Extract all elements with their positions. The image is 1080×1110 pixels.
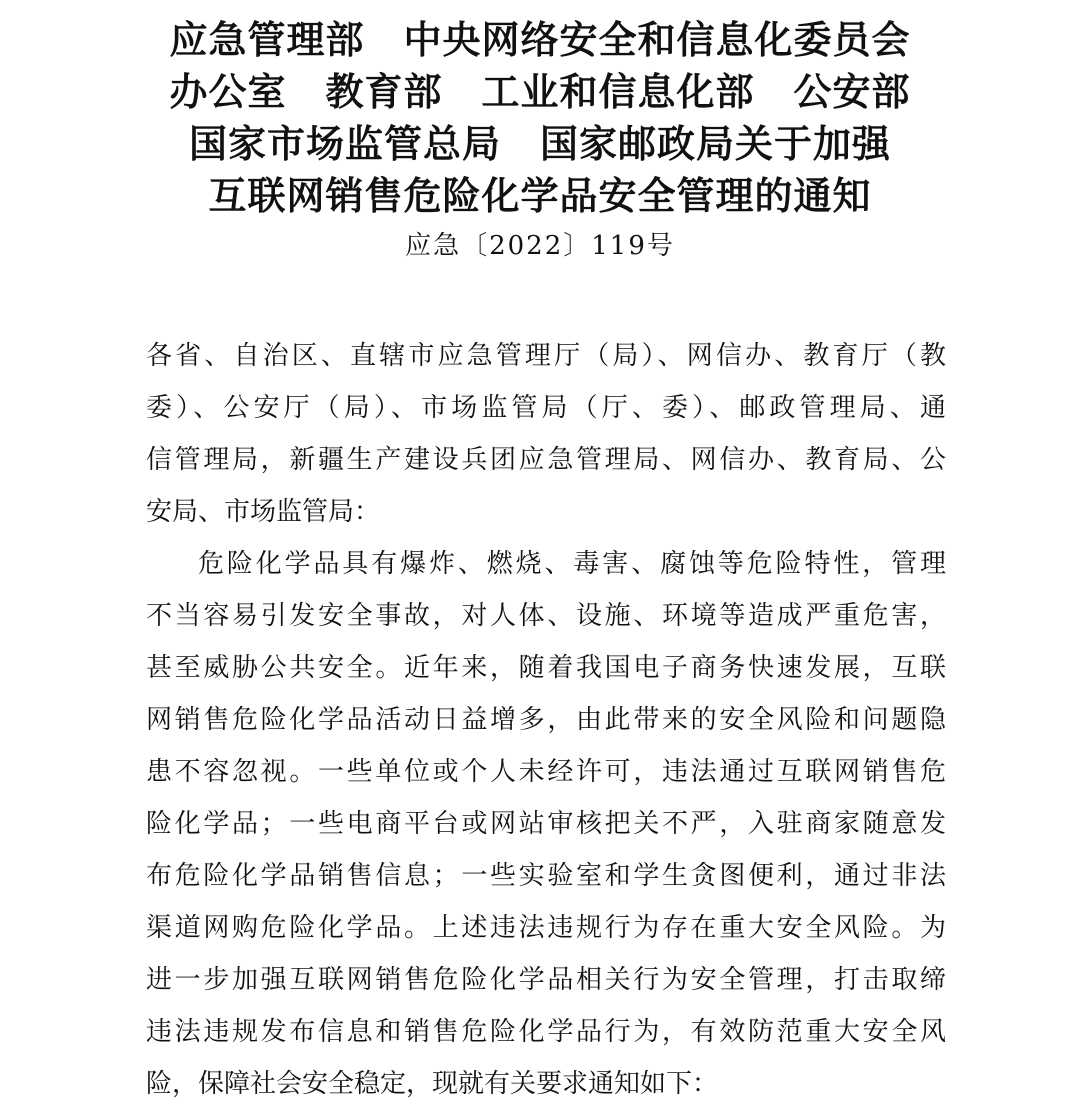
paragraph-line: 渠道网购危险化学品。上述违法违规行为存在重大安全风险。为 — [146, 913, 946, 943]
addressee-line: 信管理局，新疆生产建设兵团应急管理局、网信办、教育局、公 — [146, 445, 946, 475]
title-line: 国家市场监管总局 国家邮政局关于加强 — [188, 122, 891, 166]
document-body — [146, 330, 946, 1110]
paragraph-line: 危险化学品具有爆炸、燃烧、毒害、腐蚀等危险特性，管理 — [198, 549, 946, 579]
paragraph-line: 险，保障社会安全稳定，现就有关要求通知如下： — [146, 1069, 719, 1099]
document-title — [60, 14, 1020, 222]
document-number: 应急〔2022〕119号 — [405, 231, 675, 261]
addressee-line: 安局、市场监管局： — [146, 497, 381, 527]
paragraph-line: 布危险化学品销售信息；一些实验室和学生贪图便利，通过非法 — [146, 861, 946, 891]
paragraph-line: 不当容易引发安全事故，对人体、设施、环境等造成严重危害， — [146, 601, 946, 631]
addressee — [146, 330, 946, 538]
title-line: 应急管理部 中央网络安全和信息化委员会 — [169, 18, 911, 62]
paragraph-line: 甚至威胁公共安全。近年来，随着我国电子商务快速发展，互联 — [146, 653, 946, 683]
addressee-line: 各省、自治区、直辖市应急管理厅（局）、网信办、教育厅（教 — [146, 341, 946, 371]
paragraph-line: 进一步加强互联网销售危险化学品相关行为安全管理，打击取缔 — [146, 965, 946, 995]
paragraph-line: 险化学品；一些电商平台或网站审核把关不严，入驻商家随意发 — [146, 809, 946, 839]
paragraph-line: 网销售危险化学品活动日益增多，由此带来的安全风险和问题隐 — [146, 705, 946, 735]
title-line: 办公室 教育部 工业和信息化部 公安部 — [169, 70, 911, 114]
paragraph-line: 违法违规发布信息和销售危险化学品行为，有效防范重大安全风 — [146, 1017, 946, 1047]
paragraph-1 — [146, 538, 946, 1110]
paragraph-line: 患不容忽视。一些单位或个人未经许可，违法通过互联网销售危 — [146, 757, 946, 787]
title-line: 互联网销售危险化学品安全管理的通知 — [208, 174, 872, 218]
addressee-line: 委）、公安厅（局）、市场监管局（厅、委）、邮政管理局、通 — [146, 393, 946, 423]
